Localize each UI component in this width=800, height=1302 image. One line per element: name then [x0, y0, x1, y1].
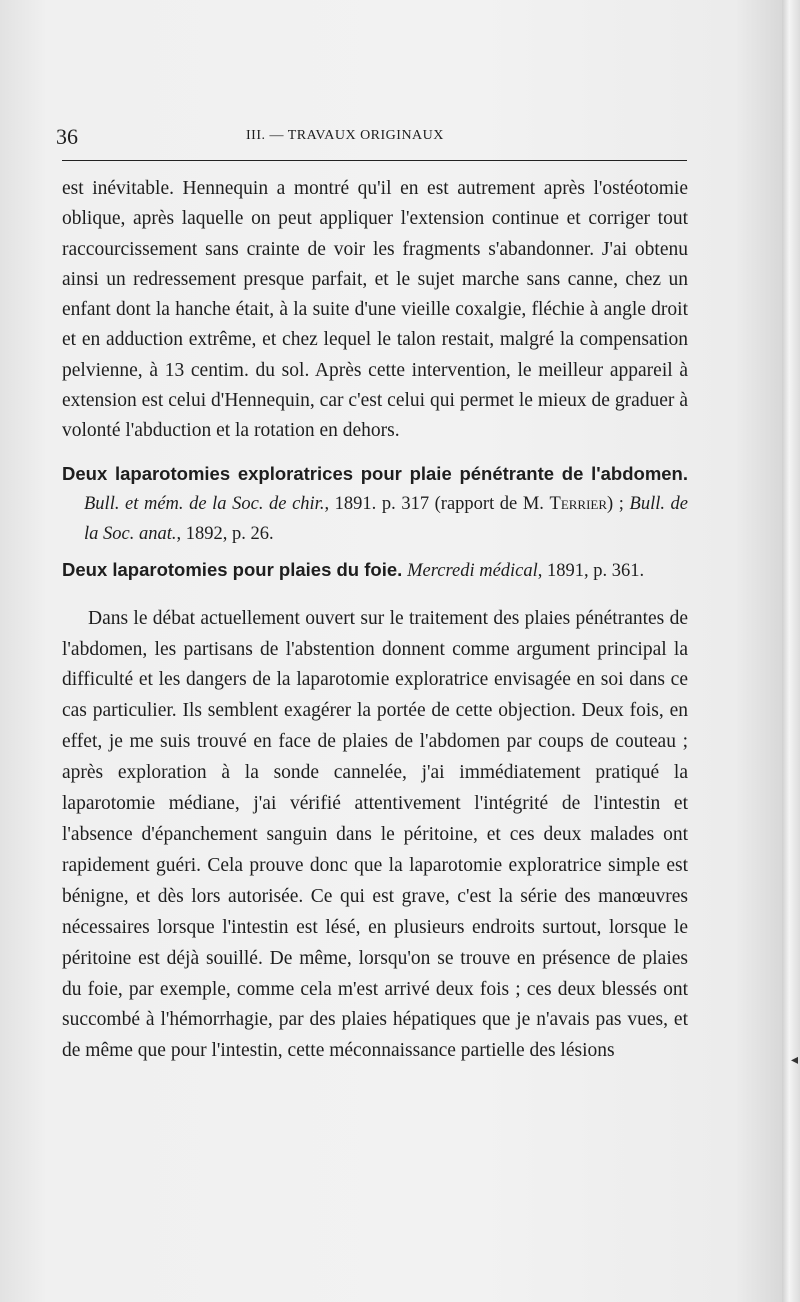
entry-reference	[407, 561, 644, 581]
bibliography-entry	[62, 459, 688, 549]
reference-author: Terrier	[549, 493, 608, 514]
reference-detail: ) ;	[607, 493, 630, 514]
header-rule	[62, 160, 687, 161]
bibliography-entry	[62, 555, 688, 586]
entry-reference	[84, 494, 688, 544]
book-binding-edge	[782, 0, 800, 1302]
reference-journal: Bull. de la Soc. anat.	[84, 493, 689, 544]
entry-title: Deux laparotomies exploratrices pour plaie pénétrante de l'abdomen.	[62, 462, 688, 484]
reference-journal: Mercredi médical	[407, 560, 538, 581]
page-number: 36	[56, 124, 78, 149]
reference-journal: Bull. et mém. de la Soc. de chir.	[84, 493, 325, 514]
main-paragraph: Dans le débat actuellement ouvert sur le traitement des plaies pénétrantes de l'abdomen, les partisans de l'abstention donnent comme argument principal la difficulté et les dangers de la laparotomie exploratrice envisagée en soi dans ce cas particulier. Ils semblent exagérer la portée de cette objection. Deux fois, en effet, je me suis trouvé en face de plaies de l'abdomen par coups de couteau ; après exploration à la sonde cannelée, j'ai immédiatement pratiqué la laparotomie médiane, j'ai vérifié attentivement l'intégrité de l'intestin et l'absence d'épanchement sanguin dans le péritoine, et ces deux malades ont rapidement guéri. Cela prouve donc que la laparotomie exploratrice simple est bénigne, et dès lors autorisée. Ce qui est grave, c'est la série des manœuvres nécessaires lorsque l'intestin est lésé, en plusieurs endroits surtout, lorsque le péritoine est déjà souillé. De même, lorsqu'on se trouve en présence de plaies du foie, par exemple, comme cela m'est arrivé deux fois ; ces deux blessés ont succombé à l'hémorrhagie, par des plaies hépatiques que je n'avais pas vues, et de même que pour l'intestin, cette méconnaissance partielle des lésions	[62, 607, 688, 1062]
page-header	[56, 124, 696, 154]
reference-detail: , 1892, p. 26.	[176, 523, 274, 544]
reference-detail: , 1891. p. 317 (rapport de M.	[324, 493, 550, 514]
running-head: III. — TRAVAUX ORIGINAUX	[246, 128, 444, 143]
reference-detail: , 1891, p. 361.	[537, 560, 645, 581]
continued-paragraph: est inévitable. Hennequin a montré qu'il en est autrement après l'ostéotomie oblique, après laquelle on peut appliquer l'extension continue et corriger tout raccourcissement sans crainte de voir les fragments s'abandonner. J'ai obtenu ainsi un redressement presque parfait, et le sujet marche sans canne, chez un enfant dont la hanche était, à la suite d'une vieille coxalgie, fléchie à angle droit et en adduction extrême, et chez lequel le talon restait, malgré la compensation pelvienne, à 13 centim. du sol. Après cette intervention, le meilleur appareil à extension est celui d'Hennequin, car c'est celui qui permet le mieux de graduer à volonté l'abduction et la rotation en dehors.	[62, 178, 688, 442]
page-content	[62, 174, 688, 1067]
entry-title: Deux laparotomies pour plaies du foie.	[62, 558, 403, 580]
margin-mark: ◂	[790, 1053, 798, 1068]
